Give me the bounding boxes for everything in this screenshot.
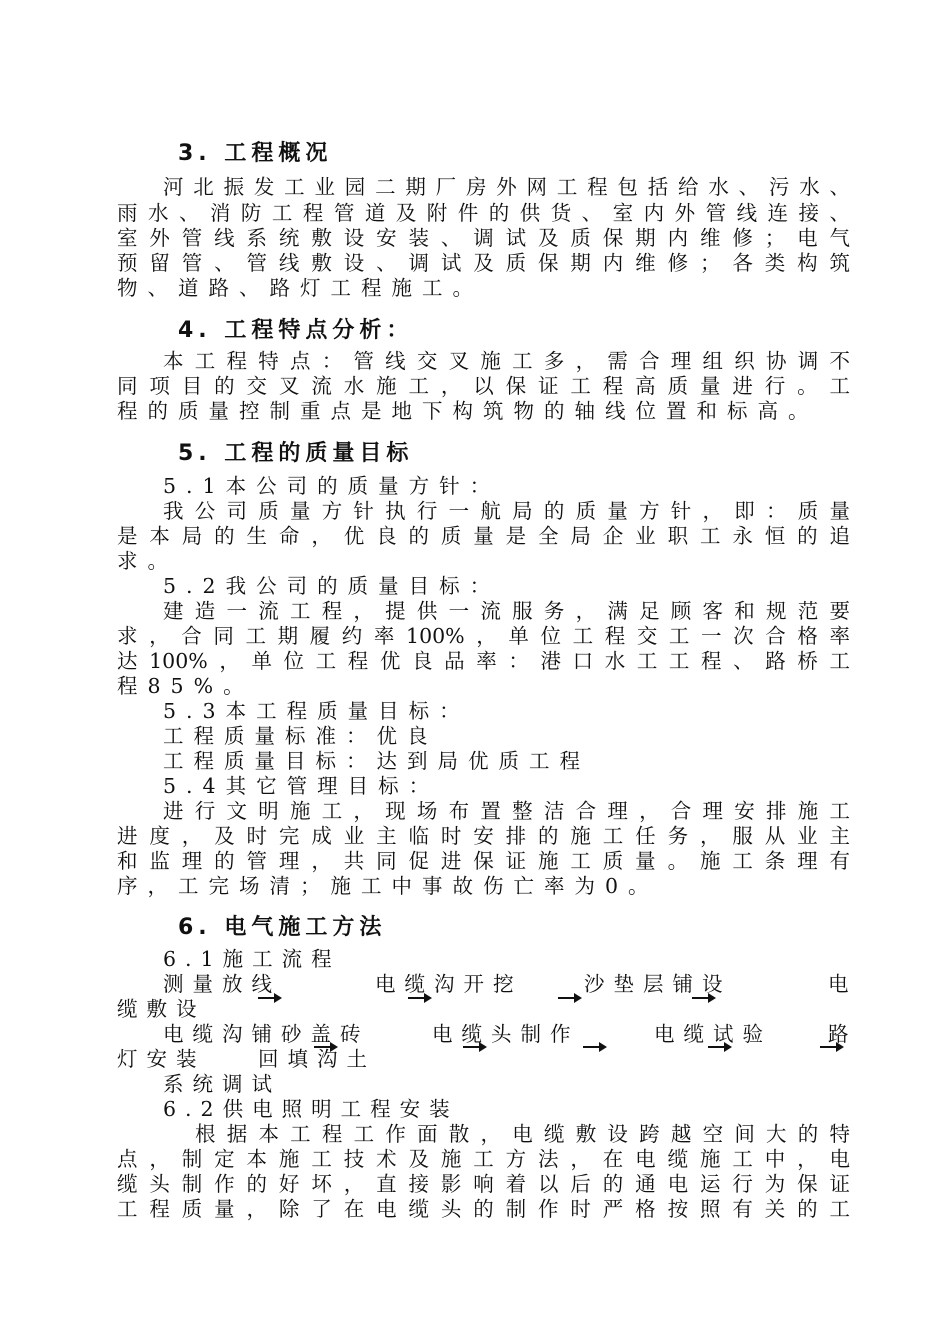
paragraph-line: 进度，及时完成业主临时安排的施工任务，服从业主 bbox=[117, 824, 850, 848]
section-6-heading: 6. 电气施工方法 bbox=[178, 915, 387, 940]
subsection-5-3-title: 5.3本工程质量目标： bbox=[163, 699, 470, 723]
paragraph-line: 工程质量，除了在电缆头的制作时严格按照有关的工 bbox=[117, 1197, 850, 1221]
subsection-6-1-title: 6.1施工流程 bbox=[163, 947, 341, 971]
flow-step-measure: 测量放线 bbox=[163, 972, 281, 996]
paragraph-line: 和监理的管理，共同促进保证施工质量。施工条理有 bbox=[117, 849, 850, 873]
flow-step-lamp-a: 路 bbox=[828, 1022, 858, 1046]
flow-arrow bbox=[463, 1046, 485, 1048]
paragraph-line: 根据本工程工作面散，电缆敷设跨越空间大的特 bbox=[195, 1122, 850, 1146]
flow-step-cable-lay-b: 缆敷设 bbox=[117, 997, 206, 1021]
subsection-5-4-title: 5.4其它管理目标： bbox=[163, 774, 440, 798]
flow-arrow bbox=[583, 1046, 605, 1048]
flow-step-system-debug: 系统调试 bbox=[163, 1072, 281, 1096]
flow-arrow bbox=[708, 1046, 730, 1048]
flow-step-trench: 电缆沟开挖 bbox=[375, 972, 523, 996]
paragraph-line: 是本局的生命，优良的质量是全局企业职工永恒的追 bbox=[117, 524, 850, 548]
paragraph-line: 我公司质量方针执行一航局的质量方针，即：质量 bbox=[163, 499, 850, 523]
paragraph-line: 点，制定本施工技术及施工方法，在电缆施工中，电 bbox=[117, 1147, 850, 1171]
flow-step-lamp-b: 灯安装 bbox=[117, 1047, 206, 1071]
paragraph-line: 达100%，单位工程优良品率：港口水工工程、路桥工 bbox=[117, 649, 850, 673]
paragraph-line: 程85%。 bbox=[117, 674, 254, 698]
paragraph-line: 缆头制作的好坏，直接影响着以后的通电运行为保证 bbox=[117, 1172, 850, 1196]
flow-arrow bbox=[258, 997, 280, 999]
section-4-heading: 4. 工程特点分析： bbox=[178, 318, 414, 343]
flow-arrow bbox=[692, 997, 714, 999]
paragraph-line: 工程质量目标：达到局优质工程 bbox=[163, 749, 590, 773]
paragraph-line: 序，工完场清；施工中事故伤亡率为0。 bbox=[117, 874, 659, 898]
flow-step-cable-test: 电缆试验 bbox=[654, 1022, 772, 1046]
paragraph-line: 室外管线系统敷设安装、调试及质保期内维修；电气 bbox=[117, 226, 850, 250]
flow-step-sand-brick: 电缆沟铺砂盖砖 bbox=[163, 1022, 370, 1046]
paragraph-line: 本工程特点：管线交叉施工多，需合理组织协调不 bbox=[163, 349, 850, 373]
paragraph-line: 工程质量标准：优良 bbox=[163, 724, 438, 748]
paragraph-line: 雨水、消防工程管道及附件的供货、室内外管线连接、 bbox=[117, 201, 850, 225]
section-3-heading: 3. 工程概况 bbox=[178, 141, 333, 166]
paragraph-line: 河北振发工业园二期厂房外网工程包括给水、污水、 bbox=[163, 175, 850, 199]
paragraph-line: 物、道路、路灯工程施工。 bbox=[117, 276, 483, 300]
flow-step-sand: 沙垫层铺设 bbox=[584, 972, 732, 996]
paragraph-line: 求。 bbox=[117, 549, 178, 573]
paragraph-line: 进行文明施工，现场布置整洁合理，合理安排施工 bbox=[163, 799, 850, 823]
subsection-5-2-title: 5.2我公司的质量目标： bbox=[163, 574, 501, 598]
flow-arrow bbox=[558, 997, 580, 999]
flow-arrow bbox=[408, 997, 430, 999]
section-5-heading: 5. 工程的质量目标 bbox=[178, 441, 414, 466]
subsection-5-1-title: 5.1本公司的质量方针： bbox=[163, 474, 501, 498]
flow-step-backfill: 回填沟土 bbox=[258, 1047, 376, 1071]
flow-step-cable-lay-a: 电 bbox=[828, 972, 858, 996]
flow-step-cable-head: 电缆头制作 bbox=[432, 1022, 580, 1046]
subsection-6-2-title: 6.2供电照明工程安装 bbox=[163, 1097, 459, 1121]
paragraph-line: 求，合同工期履约率100%，单位工程交工一次合格率 bbox=[117, 624, 850, 648]
paragraph-line: 程的质量控制重点是地下构筑物的轴线位置和标高。 bbox=[117, 399, 819, 423]
paragraph-line: 预留管、管线敷设、调试及质保期内维修；各类构筑 bbox=[117, 251, 850, 275]
paragraph-line: 同项目的交叉流水施工，以保证工程高质量进行。工 bbox=[117, 374, 850, 398]
paragraph-line: 建造一流工程，提供一流服务，满足顾客和规范要 bbox=[163, 599, 850, 623]
